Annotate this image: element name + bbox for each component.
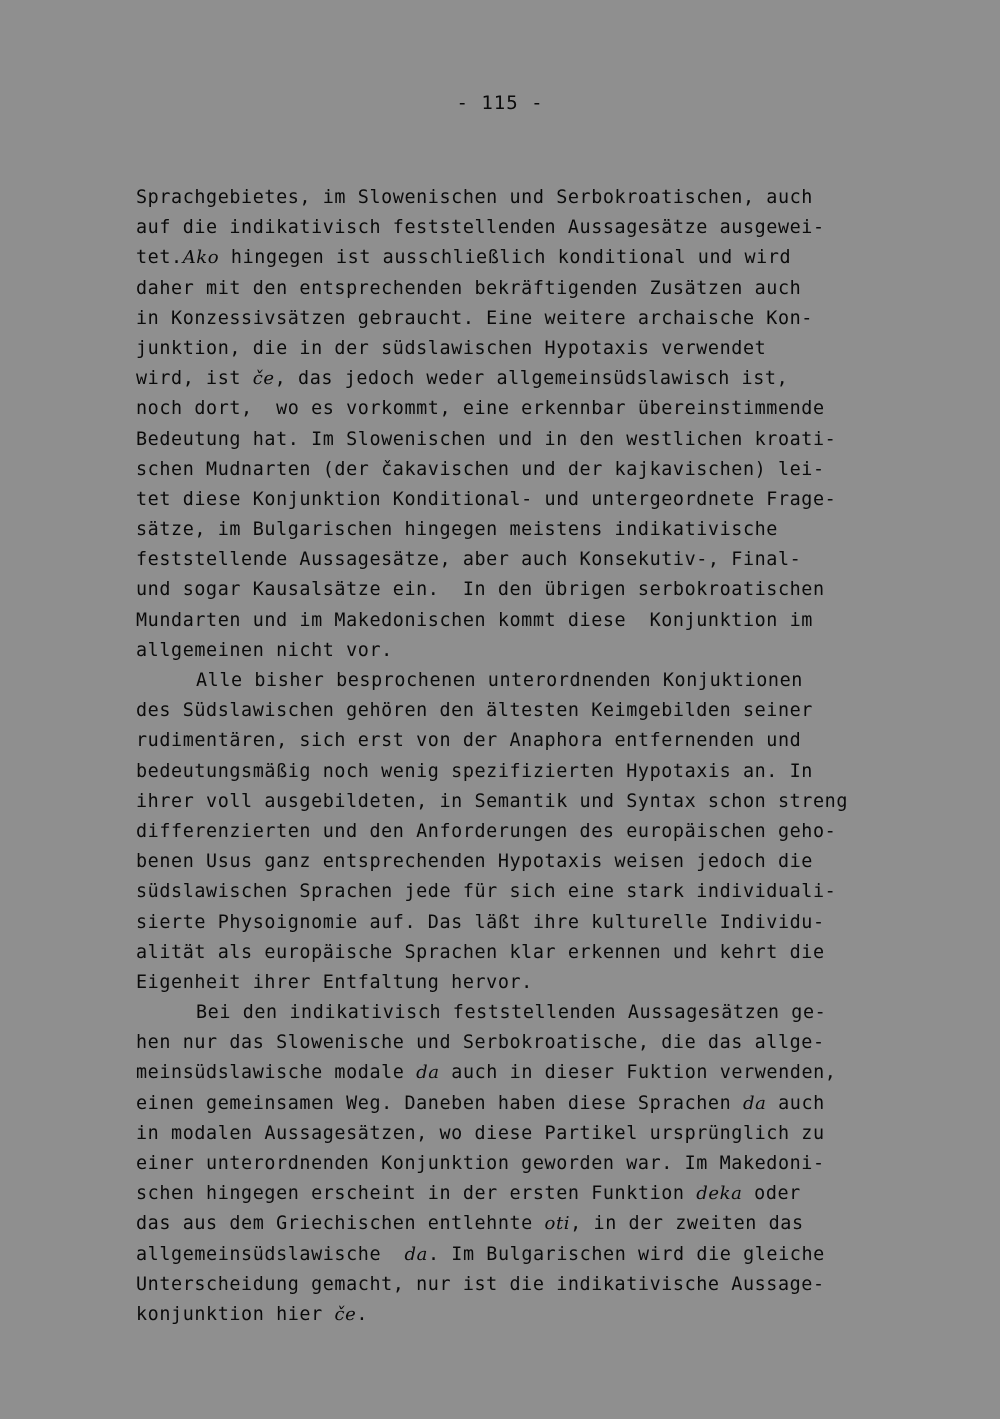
text-segment: in Konzessivsätzen gebraucht. Eine weitere archaische Kon-: [136, 307, 813, 329]
text-segment: ihrer voll ausgebildeten, in Semantik und Syntax schon streng: [136, 790, 848, 812]
text-line: [136, 696, 896, 726]
text-line: [136, 1119, 896, 1149]
text-line: [136, 1149, 896, 1179]
text-segment: Bedeutung hat. Im Slowenischen und in den westlichen kroati-: [136, 428, 837, 450]
text-segment: , das jedoch weder allgemeinsüdslawisch ist,: [274, 368, 789, 390]
text-line: [136, 787, 896, 817]
text-line: [136, 575, 896, 605]
text-line: [136, 394, 896, 424]
text-segment: daher mit den entsprechenden bekräftigenden Zusätzen auch: [136, 277, 802, 299]
text-line: [136, 183, 896, 213]
text-line: [136, 1179, 896, 1209]
text-line: [136, 243, 896, 273]
text-segment: tet diese Konjunktion Konditional- und untergeordnete Frage-: [136, 488, 837, 510]
italic-term: če: [334, 1303, 357, 1325]
text-segment: auf die indikativisch feststellenden Aussagesätze ausgewei-: [136, 217, 825, 239]
text-segment: des Südslawischen gehören den ältesten Keimgebilden seiner: [136, 700, 813, 722]
text-segment: rudimentären, sich erst von der Anaphora entfernenden und: [136, 730, 802, 752]
text-line: [136, 1240, 896, 1270]
text-segment: .: [356, 1303, 369, 1325]
text-segment: oder: [742, 1183, 801, 1205]
italic-term: Ako: [182, 247, 220, 269]
text-line: [136, 364, 896, 394]
text-line: [136, 213, 896, 243]
text-line: [136, 606, 896, 636]
text-line: [136, 334, 896, 364]
text-segment: sätze, im Bulgarischen hingegen meistens indikativische: [136, 519, 778, 541]
text-line: [136, 1209, 896, 1239]
text-segment: feststellende Aussagesätze, aber auch Konsekutiv-, Final-: [136, 549, 802, 571]
text-line: [136, 485, 896, 515]
text-segment: alität als europäische Sprachen klar erkennen und kehrt die: [136, 941, 825, 963]
text-segment: bedeutungsmäßig noch wenig spezifizierten Hypotaxis an. In: [136, 760, 813, 782]
text-segment: Eigenheit ihrer Entfaltung hervor.: [136, 971, 533, 993]
text-segment: meinsüdslawische modale: [136, 1062, 417, 1084]
text-segment: allgemeinsüdslawische: [136, 1243, 405, 1265]
italic-term: deka: [696, 1183, 743, 1205]
text-segment: Mundarten und im Makedonischen kommt diese Konjunktion im: [136, 609, 813, 631]
text-line: [136, 847, 896, 877]
text-segment: . Im Bulgarischen wird die gleiche: [427, 1243, 825, 1265]
text-line: [136, 455, 896, 485]
text-line: [136, 515, 896, 545]
text-segment: hen nur das Slowenische und Serbokroatische, die das allge-: [136, 1032, 825, 1054]
text-line: [136, 274, 896, 304]
text-segment: einen gemeinsamen Weg. Daneben haben diese Sprachen: [136, 1092, 743, 1114]
text-segment: Bei den indikativisch feststellenden Aussagesätzen ge-: [196, 1002, 827, 1024]
italic-term: oti: [544, 1213, 571, 1235]
text-segment: das aus dem Griechischen entlehnte: [136, 1213, 545, 1235]
text-segment: allgemeinen nicht vor.: [136, 639, 393, 661]
italic-term: da: [416, 1062, 440, 1084]
text-segment: schen Mudnarten (der čakavischen und der kajkavischen) lei-: [136, 458, 825, 480]
text-line: [136, 877, 896, 907]
text-line: [136, 1089, 896, 1119]
text-segment: Alle bisher besprochenen unterordnenden Konjuktionen: [196, 670, 803, 691]
text-segment: konjunktion hier: [136, 1303, 335, 1325]
text-segment: und sogar Kausalsätze ein. In den übrigen serbokroatischen: [136, 579, 825, 601]
text-segment: in modalen Aussagesätzen, wo diese Partikel ursprünglich zu: [136, 1122, 825, 1144]
text-line: [136, 938, 896, 968]
text-segment: Unterscheidung gemacht, nur ist die indikativische Aussage-: [136, 1273, 825, 1295]
text-line: [136, 817, 896, 847]
text-segment: , in der zweiten das: [570, 1213, 804, 1235]
italic-term: da: [404, 1243, 428, 1265]
page-number: - 115 -: [456, 92, 544, 114]
text-segment: hingegen ist ausschließlich konditional und wird: [219, 247, 792, 269]
text-segment: sierte Physoignomie auf. Das läßt ihre kulturelle Individu-: [136, 911, 825, 933]
text-segment: südslawischen Sprachen jede für sich eine stark individuali-: [136, 881, 837, 903]
text-line: [136, 1058, 896, 1088]
text-line: [136, 304, 896, 334]
text-line: [136, 636, 896, 666]
text-segment: tet.: [136, 247, 183, 269]
text-segment: einer unterordnenden Konjunktion geworden war. Im Makedoni-: [136, 1153, 825, 1174]
text-segment: auch in dieser Fuktion verwenden,: [439, 1062, 837, 1084]
text-line: [136, 1028, 896, 1058]
body-text: [136, 183, 896, 1330]
text-line: [136, 908, 896, 938]
text-line: [136, 666, 896, 696]
text-line: [136, 545, 896, 575]
italic-term: če: [252, 368, 275, 390]
text-line: [136, 425, 896, 455]
text-line: [136, 726, 896, 756]
italic-term: da: [742, 1092, 767, 1114]
text-segment: schen hingegen erscheint in der ersten Funktion: [136, 1183, 697, 1205]
text-line: [136, 757, 896, 787]
text-segment: wird, ist: [136, 368, 253, 390]
text-segment: junktion, die in der südslawischen Hypotaxis verwendet: [136, 337, 767, 359]
text-line: [136, 1270, 896, 1300]
text-segment: differenzierten und den Anforderungen des europäischen geho-: [136, 820, 837, 842]
text-line: [136, 998, 896, 1028]
text-segment: Sprachgebietes, im Slowenischen und Serbokroatischen, auch: [136, 187, 813, 208]
text-line: [136, 968, 896, 998]
text-line: [136, 1300, 896, 1330]
text-segment: auch: [766, 1092, 825, 1114]
text-segment: noch dort, wo es vorkommt, eine erkennbar übereinstimmende: [136, 398, 825, 420]
text-segment: benen Usus ganz entsprechenden Hypotaxis weisen jedoch die: [136, 851, 813, 873]
